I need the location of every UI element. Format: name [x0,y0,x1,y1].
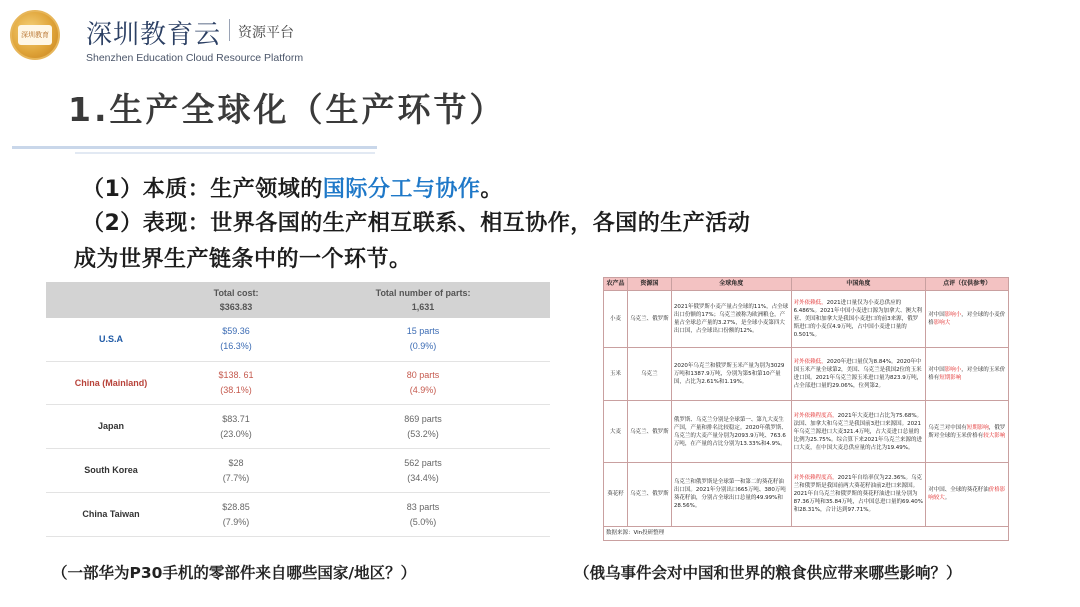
grain-comment-highlight: 价格影响较大 [928,487,1006,502]
table-header-parts [296,282,550,318]
cost-percent: (7.7%) [222,472,250,483]
grain-comment-highlight: 影响小 [944,367,962,374]
table-header-cost [176,282,296,318]
cost-value: $28 [228,457,244,468]
grain-comment [926,401,1009,462]
parts-percent: (4.9%) [409,385,437,396]
platform-logo [10,10,60,60]
grain-china-highlight: 对外依赖低， [793,359,827,366]
grain-china-highlight: 对外依赖低， [793,300,827,307]
brand-subtitle: 资源平台 [238,25,295,41]
table-row [46,405,550,449]
parts-value: 15 parts [406,326,440,337]
point-essence [82,172,503,203]
point-manifestation-line2: 成为世界生产链条中的一个环节。 [74,247,412,272]
parts-value: 80 parts [406,370,440,381]
grain-china-text: 2021进口量仅为小麦总供应的6.486%。2021年中国小麦进口源为加拿大、澳大利亚、美国和加拿大是我国小麦进口的前3来源，俄罗斯进口的小麦仅4.9万吨，占中国小麦进口量的0.501%。 [793,300,923,339]
table-row [604,462,1009,526]
grain-comment-text: 对中国、全球的葵花籽油 [928,487,989,494]
grain-header-global: 全球角度 [671,278,791,291]
header-cost-label: Total cost: [213,288,259,298]
logo-text: 深圳教育 [18,25,52,45]
grain-china [791,291,926,348]
grain-comment [926,462,1009,526]
row-country: Japan [46,405,176,449]
brand-name: 深圳教育云 [86,20,222,50]
grain-crop: 玉米 [604,348,628,401]
row-cost [176,318,296,361]
row-cost [176,361,296,405]
grain-global: 乌克兰和俄罗斯是全球第一和第二的葵花籽油出口国。2021年分别出口665万吨、380万吨葵花籽油，分别占全球出口总量的49.99%和28.56%。 [671,462,791,526]
row-parts [296,449,550,493]
grain-crop: 小麦 [604,291,628,348]
grain-china-highlight: 对外依赖程度高， [793,475,838,482]
row-country: China Taiwan [46,493,176,537]
grain-china-text: 2020年进口量仅为8.84%。2020年中国玉米产量全球第2，美国、乌克兰是我国2位的玉米进口国。2021年乌克兰源玉米进口量为823.9万吨，占全部进口量的29.06%，位列第2。 [793,359,923,390]
grain-country: 乌克兰 [627,348,671,401]
table-header-row [46,282,550,318]
grain-country: 乌克兰、俄罗斯 [627,401,671,462]
grain-comment-highlight: 短期影响 [966,424,989,431]
cost-value: $83.71 [222,413,250,424]
grain-header-comment: 点评（仅供参考） [926,278,1009,291]
header-parts-value: 1,631 [411,302,435,312]
grain-global: 2020年乌克兰和俄罗斯玉米产量为别为3029万吨和1387.9万吨，分别为第5和第10产量国，占比为2.61%和1.19%。 [671,348,791,401]
cost-percent: (16.3%) [220,341,252,352]
cost-value: $59.36 [222,326,250,337]
caption-grain-question: （俄乌事件会对中国和世界的粮食供应带来哪些影响？） [574,564,962,582]
row-cost [176,449,296,493]
row-cost [176,493,296,537]
grain-comment-highlight2: 较大影响 [983,432,1006,439]
grain-comment-text: 对中国 [928,312,945,319]
caption-phone-question: （一部华为P30手机的零部件来自哪些国家/地区？） [52,564,417,582]
grain-comment-text: 乌克兰对中国有 [928,424,967,431]
grain-china-text: 2021年大麦进口占比为75.68%。法国、加拿大和乌克兰是我国前3进口来源国。2021年乌克兰源进口大麦321.4万吨，占大麦进口总量的比例为25.75%。综合算下来2021年乌克兰来源的进口大麦，在中国大麦总供应量的占比为19.49%。 [793,412,923,451]
row-parts [296,493,550,537]
grain-country: 乌克兰、俄罗斯 [627,462,671,526]
cost-percent: (23.0%) [220,428,252,439]
table-row [46,493,550,537]
grain-header-country: 资源国 [627,278,671,291]
row-parts [296,318,550,361]
grain-header-row [604,278,1009,291]
phone-parts-table [46,282,550,537]
grain-comment-highlight2: 影响大 [933,320,951,327]
grain-comment-mid: ，对全球的小麦价格 [928,312,1006,327]
row-country: U.S.A [46,318,176,361]
cost-percent: (7.9%) [222,516,250,527]
parts-percent: (0.9%) [409,341,437,352]
parts-percent: (5.0%) [409,516,437,527]
table-row [604,291,1009,348]
cost-value: $28.85 [222,501,250,512]
point-manifestation-line1: （2）表现：世界各国的生产相互联系、相互协作，各国的生产活动 [82,211,751,236]
grain-comment-highlight2: 短期影响 [939,375,962,382]
table-row [46,361,550,405]
grain-china-text: 2021年自给率仅为22.36%。乌克兰和俄罗斯是我国前两大葵花籽油前2进口来源国。2021年自乌克兰和俄罗斯的葵花籽油进口量分别为87.36万吨和35.84万吨，占中国总进口量的69.40%和28.31%，合计达到97.71%。 [793,475,924,514]
header-parts-label: Total number of parts: [375,288,471,298]
title-underline [12,146,377,149]
grain-china [791,348,926,401]
grain-country: 乌克兰、俄罗斯 [627,291,671,348]
parts-percent: (34.4%) [407,472,439,483]
table-row [46,318,550,361]
cost-percent: (38.1%) [220,385,252,396]
grain-impact-table [603,277,1009,541]
grain-china [791,462,926,526]
cost-value: $138. 61 [218,370,254,381]
row-cost [176,405,296,449]
point-essence-suffix: 。 [480,177,503,202]
brand-block [86,14,303,64]
grain-header-china: 中国角度 [791,278,926,291]
table-row [46,449,550,493]
slide-title: 1.生产全球化（生产环节） [68,90,506,129]
grain-crop: 大麦 [604,401,628,462]
grain-china [791,401,926,462]
grain-source-row [604,526,1009,540]
parts-value: 869 parts [404,413,442,424]
grain-comment [926,348,1009,401]
grain-global: 2021年俄罗斯小麦产量占全球的11%，占全球出口份额的17%；乌克兰被称为欧洲粮仓，产量占全球总产量的3.27%，是全球小麦第四大出口国，占全球出口份额的12%。 [671,291,791,348]
brand-divider [229,19,230,41]
row-country: China (Mainland) [46,361,176,405]
grain-global: 俄罗斯、乌克兰分别是全球第一、第九大麦生产国，产量和排名比较稳定。2020年俄罗斯、乌克兰的大麦产量分别为2093.9万吨、763.6万吨，在产量的占比分别为13.33%和4.9%。 [671,401,791,462]
grain-china-highlight: 对外依赖程度高， [793,412,838,419]
parts-value: 83 parts [406,501,440,512]
parts-value: 562 parts [404,457,442,468]
table-row [604,401,1009,462]
table-row [604,348,1009,401]
row-parts [296,361,550,405]
grain-comment-highlight: 影响小 [944,312,962,319]
row-parts [296,405,550,449]
grain-comment-mid: ，俄罗斯对全球的玉米价格有 [928,424,1006,439]
grain-comment-text: 对中国 [928,367,945,374]
parts-percent: (53.2%) [407,428,439,439]
header-cost-value: $363.83 [219,302,253,312]
grain-source: 数据来源：Vin投研整理 [604,526,1009,540]
row-country: South Korea [46,449,176,493]
grain-comment-mid: 。 [944,495,951,502]
grain-crop: 葵花籽 [604,462,628,526]
grain-comment-mid: ，对全球的玉米价格有 [928,367,1006,382]
brand-english-name: Shenzhen Education Cloud Resource Platform [86,52,304,64]
title-underline-secondary [75,152,375,154]
grain-comment [926,291,1009,348]
grain-header-crop: 农产品 [604,278,628,291]
point-essence-prefix: （1）本质：生产领域的 [82,177,323,202]
point-essence-highlight: 国际分工与协作 [322,177,481,202]
table-header-blank [46,282,176,318]
